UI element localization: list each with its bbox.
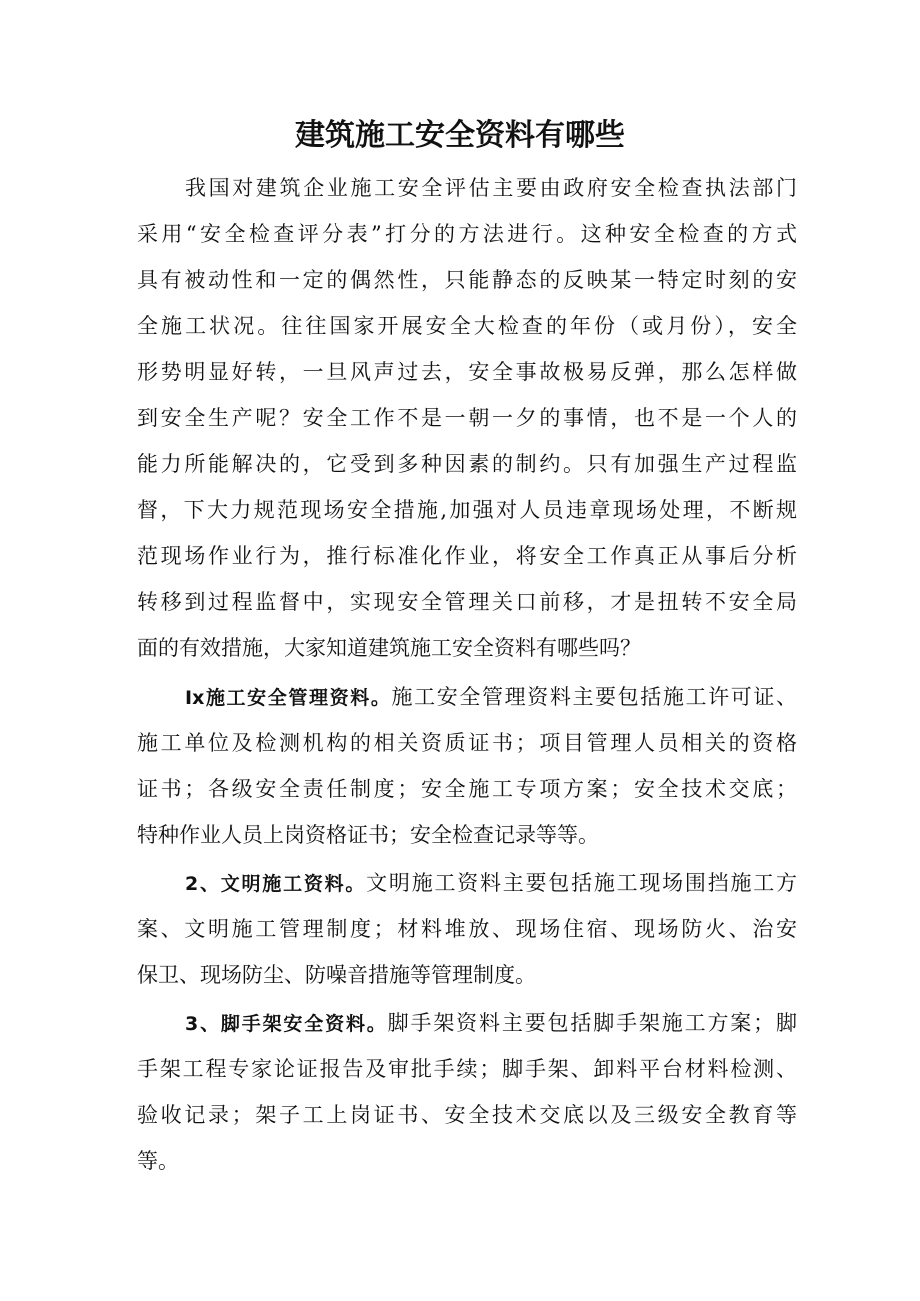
section-heading: 3、脚手架安全资料。: [185, 1013, 388, 1035]
section-line: 验收记录；架子工上岗证书、安全技术交底以及三级安全教育等: [137, 1103, 797, 1127]
section-line: 特种作业人员上岗资格证书；安全检查记录等等。: [137, 823, 599, 847]
intro-line: 转移到过程监督中，实现安全管理关口前移，才是扭转不安全局: [137, 590, 797, 614]
intro-line: 形势明显好转，一旦风声过去，安全事故极易反弹，那么怎样做: [137, 360, 797, 384]
section-line: 保卫、现场防尘、防噪音措施等管理制度。: [137, 963, 536, 987]
intro-line: 具有被动性和一定的偶然性，只能静态的反映某一特定时刻的安: [137, 268, 797, 292]
section-first-line: [185, 863, 797, 903]
section-line: 等。: [137, 1149, 179, 1173]
intro-line: 督，下大力规范现场安全措施,加强对人员违章现场处理，不断规: [137, 498, 797, 522]
intro-line: 能力所能解决的，它受到多种因素的制约。只有加强生产过程监: [137, 452, 797, 476]
intro-line: 到安全生产呢？安全工作不是一朝一夕的事情，也不是一个人的: [137, 406, 797, 430]
section-line: 证书；各级安全责任制度；安全施工专项方案；安全技术交底；: [137, 777, 797, 801]
section-heading: 2、文明施工资料。: [185, 873, 367, 895]
section-first-line: [185, 1003, 797, 1043]
intro-line: 范现场作业行为，推行标准化作业，将安全工作真正从事后分析: [137, 544, 797, 568]
document-title: 建筑施工安全资料有哪些: [295, 118, 625, 153]
section-text: 脚手架资料主要包括脚手架施工方案；脚: [387, 1011, 797, 1035]
intro-line: 面的有效措施，大家知道建筑施工安全资料有哪些吗？: [137, 636, 641, 660]
section-line: 案、文明施工管理制度；材料堆放、现场住宿、现场防火、治安: [137, 917, 797, 941]
section-text: 文明施工资料主要包括施工现场围挡施工方: [366, 871, 797, 895]
intro-line: 全施工状况。往往国家开展安全大检查的年份（或月份），安全: [137, 314, 797, 338]
intro-line: 我国对建筑企业施工安全评估主要由政府安全检查执法部门: [185, 176, 797, 200]
section-first-line: [185, 677, 797, 717]
section-heading: Ix施工安全管理资料。: [185, 687, 392, 709]
section-text: 施工安全管理资料主要包括施工许可证、: [391, 685, 797, 709]
section-line: 施工单位及检测机构的相关资质证书；项目管理人员相关的资格: [137, 731, 797, 755]
section-line: 手架工程专家论证报告及审批手续；脚手架、卸料平台材料检测、: [137, 1057, 797, 1081]
intro-line: 采用“安全检查评分表”打分的方法进行。这种安全检查的方式: [137, 222, 797, 246]
